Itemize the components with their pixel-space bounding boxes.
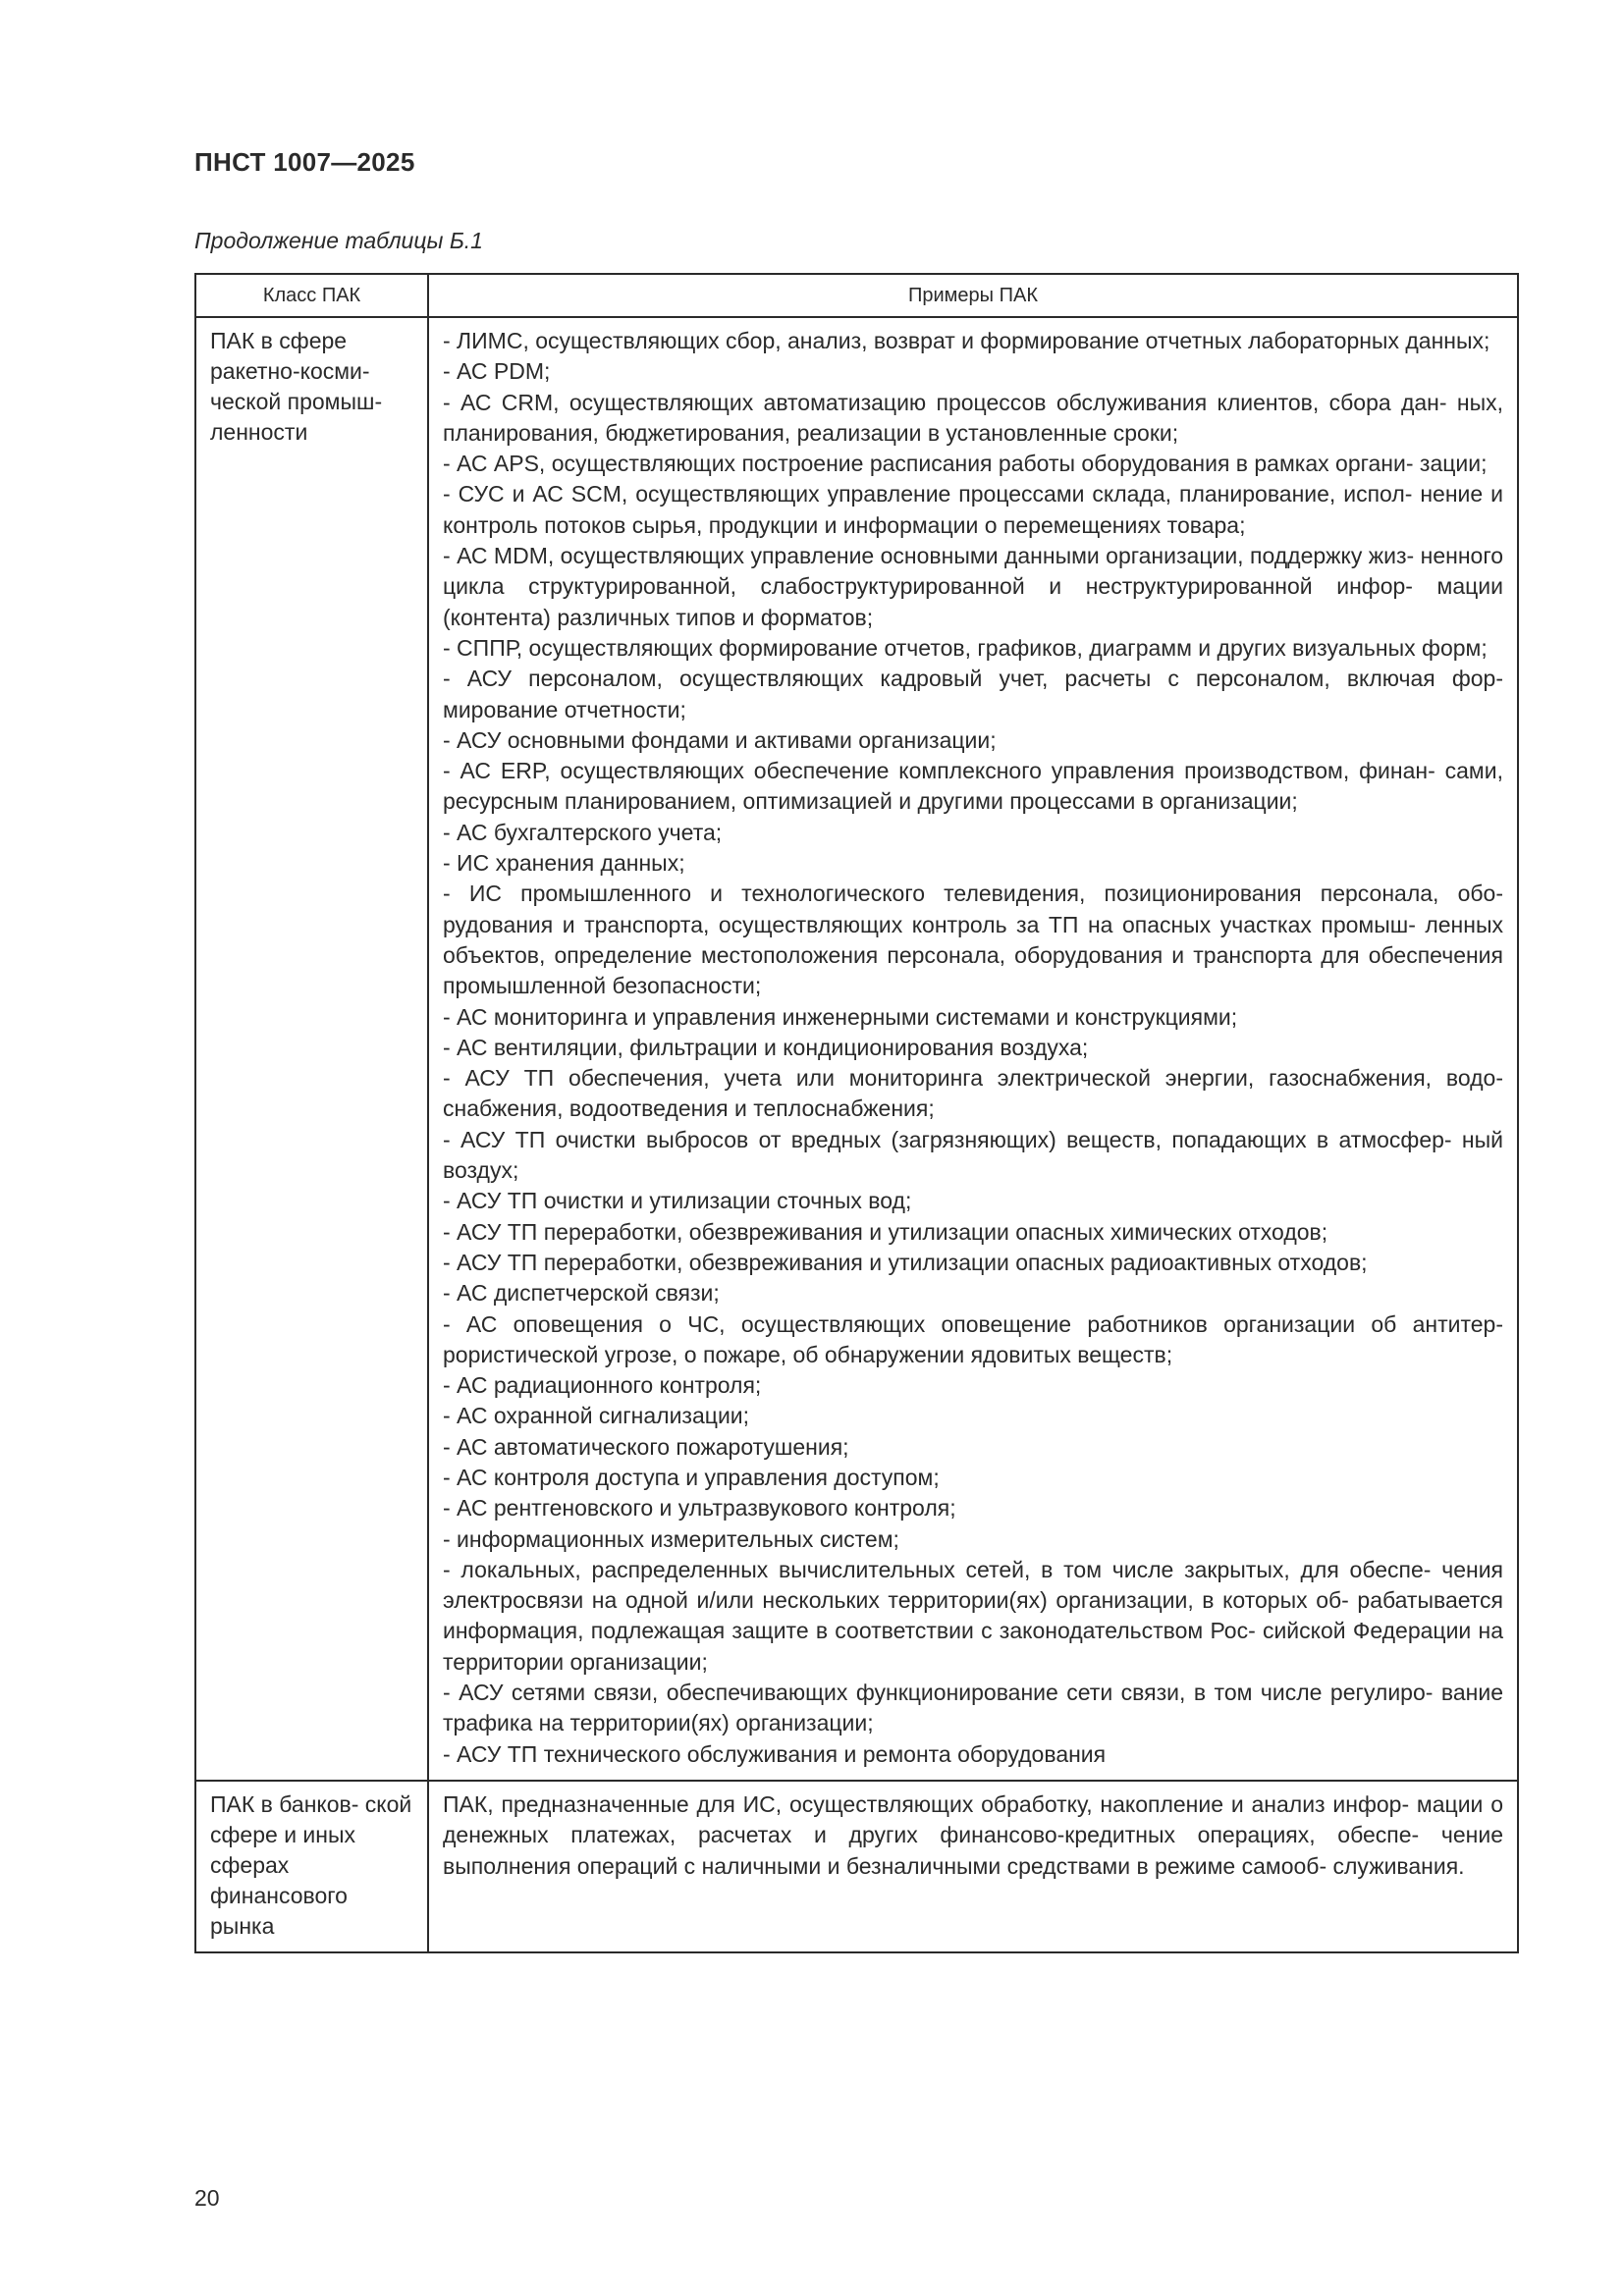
example-item: - АС диспетчерской связи; — [443, 1280, 720, 1307]
example-item: - АСУ ТП переработки, обезвреживания и утилизации опасных химических отходов; — [443, 1218, 1328, 1245]
document-code: ПНСТ 1007—2025 — [194, 147, 415, 177]
example-item: - локальных, распределенных вычислительных сетей, в том числе закрытых, для обеспе- чения электросвязи на одной и/или нескольких территории(ях) организации, в которых об- рабатывается информация, подлежащая защите в соответствии с законодательством Рос- сийской Федерации на территории организации; — [443, 1556, 1503, 1675]
example-item: - АС мониторинга и управления инженерными системами и конструкциями; — [443, 1003, 1238, 1030]
example-item: - АС MDM, осуществляющих управление основными данными организации, поддержку жиз- ненного цикла структурированной, слабоструктурированной и неструктурированной инфор- мации (контента) различных типов и форматов; — [443, 543, 1503, 630]
example-item: - АСУ ТП переработки, обезвреживания и утилизации опасных радиоактивных отходов; — [443, 1249, 1368, 1275]
example-item: ПАК, предназначенные для ИС, осуществляющих обработку, накопление и анализ инфор- мации о денежных платежах, расчетах и других финансово-кредитных операциях, обеспе- чение выполнения операций с наличными и безналичными средствами в режиме самооб- служивания. — [443, 1790, 1503, 1879]
example-item: - АС охранной сигнализации; — [443, 1403, 750, 1429]
example-item: - АС PDM; — [443, 358, 551, 385]
example-item: - СУС и АС SCM, осуществляющих управление процессами склада, планирование, испол- нение и контроль потоков сырья, продукции и информации о перемещениях товара; — [443, 481, 1503, 538]
example-item: - ЛИМС, осуществляющих сбор, анализ, возврат и формирование отчетных лабораторных данных; — [443, 328, 1490, 353]
example-item: - АСУ ТП очистки выбросов от вредных (загрязняющих) веществ, попадающих в атмосфер- ный воздух; — [443, 1126, 1503, 1184]
example-item: - АС CRM, осуществляющих автоматизацию процессов обслуживания клиентов, сбора дан- ных, планирования, бюджетирования, реализации в установленные сроки; — [443, 389, 1503, 446]
column-header-class: Класс ПАК — [195, 274, 428, 317]
example-item: - АС бухгалтерского учета; — [443, 819, 723, 845]
example-item: - АСУ сетями связи, обеспечивающих функционирование сети связи, в том числе регулиро- вание трафика на территории(ях) организации; — [443, 1680, 1503, 1736]
example-item: - информационных измерительных систем; — [443, 1525, 899, 1552]
example-item: - АС контроля доступа и управления доступом; — [443, 1464, 940, 1490]
example-item: - АС радиационного контроля; — [443, 1372, 762, 1399]
example-item: - СППР, осуществляющих формирование отчетов, графиков, диаграмм и других визуальных форм; — [443, 634, 1488, 661]
table-row — [195, 317, 1518, 1781]
page-number: 20 — [194, 2185, 220, 2211]
column-header-examples: Примеры ПАК — [428, 274, 1518, 317]
example-item: - АСУ ТП обеспечения, учета или мониторинга электрической энергии, газоснабжения, водо- снабжения, водоотведения и теплоснабжения; — [443, 1065, 1503, 1122]
examples-cell-banking — [428, 1781, 1518, 1952]
examples-cell-rocket-space — [428, 317, 1518, 1781]
example-item: - АС APS, осуществляющих построение расписания работы оборудования в рамках органи- зации; — [443, 451, 1488, 477]
example-item: - АСУ основными фондами и активами организации; — [443, 726, 997, 753]
example-item: - АС оповещения о ЧС, осуществляющих оповещение работников организации об антитер- рористической угрозе, о пожаре, об обнаружении ядовитых веществ; — [443, 1310, 1503, 1367]
table-row — [195, 1781, 1518, 1952]
table-header-row — [195, 274, 1518, 317]
example-item: - ИС промышленного и технологического телевидения, позиционирования персонала, обо- рудования и транспорта, осуществляющих контроль за ТП на опасных участках промыш- ленных объектов, определение местоположения персонала, оборудования и транспорта для обеспечения промышленной безопасности; — [443, 881, 1503, 999]
example-item: - АС автоматического пожаротушения; — [443, 1433, 849, 1460]
example-item: - АСУ ТП технического обслуживания и ремонта оборудования — [443, 1740, 1107, 1767]
table-caption: Продолжение таблицы Б.1 — [194, 228, 483, 253]
example-item: - АС ERP, осуществляющих обеспечение комплексного управления производством, финан- сами, ресурсным планированием, оптимизацией и другими процессами в организации; — [443, 758, 1503, 815]
example-item: - АС рентгеновского и ультразвукового контроля; — [443, 1495, 956, 1522]
pak-examples-table — [194, 273, 1519, 1953]
example-item: - ИС хранения данных; — [443, 850, 685, 877]
example-item: - АСУ персоналом, осуществляющих кадровый учет, расчеты с персоналом, включая фор- мирование отчетности; — [443, 666, 1503, 722]
class-cell-rocket-space: ПАК в сфере ракетно-косми- ческой промыш- ленности — [195, 317, 428, 1781]
class-cell-banking: ПАК в банков- ской сфере и иных сферах финансового рынка — [195, 1781, 428, 1952]
example-item: - АС вентиляции, фильтрации и кондиционирования воздуха; — [443, 1034, 1089, 1060]
example-item: - АСУ ТП очистки и утилизации сточных вод; — [443, 1188, 912, 1214]
